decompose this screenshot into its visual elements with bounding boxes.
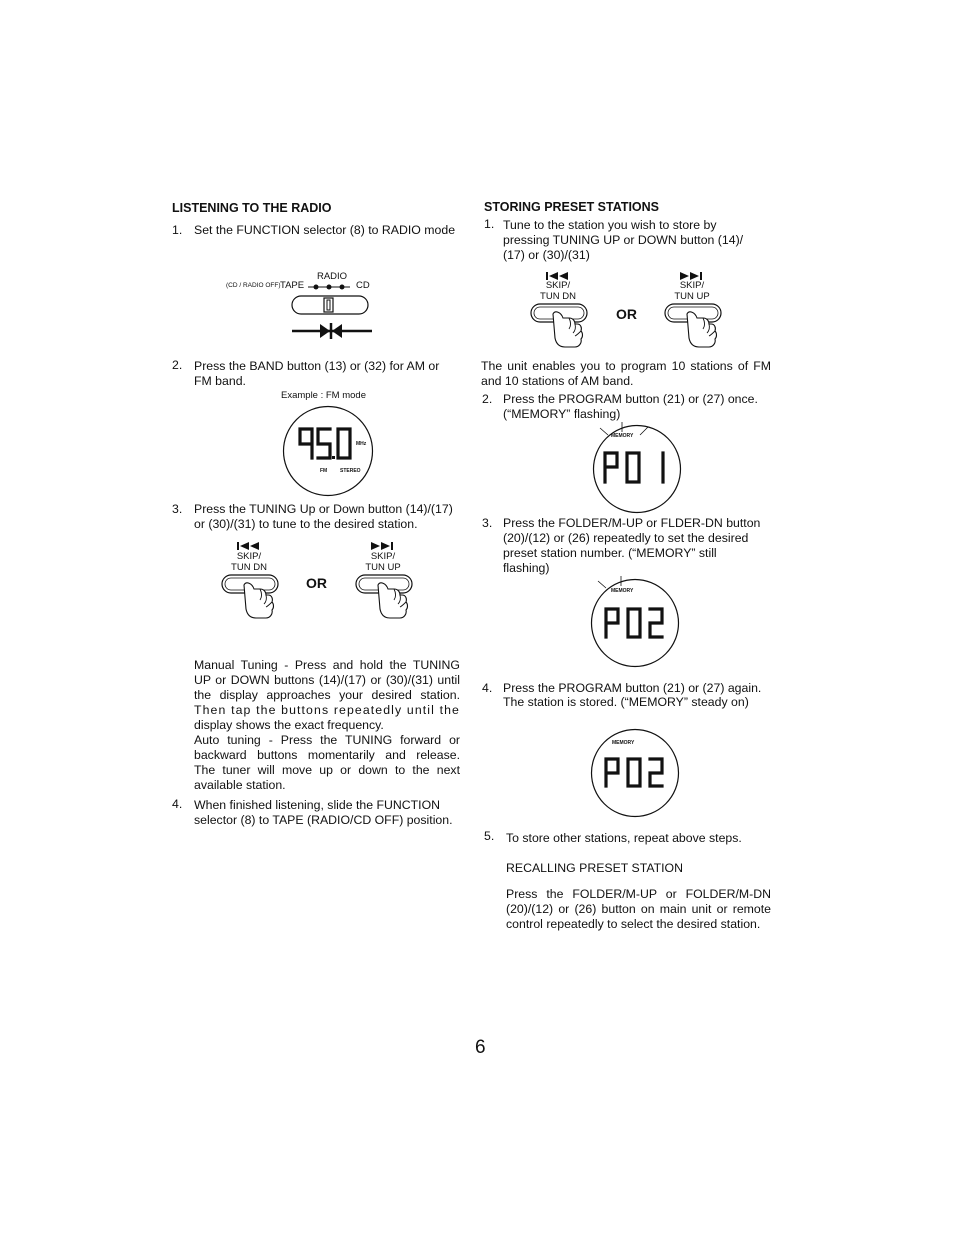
step-text-line: When finished listening, slide the FUNCTION — [194, 798, 441, 812]
lcd-stereo: STEREO — [340, 468, 361, 474]
lcd-circle-icon — [592, 422, 682, 514]
button-label: TUN UP — [365, 562, 401, 573]
step-text-line: Press the PROGRAM button (21) or (27) once. — [503, 392, 758, 406]
step-number: 1. — [172, 223, 183, 237]
lcd-memory-label: MEMORY — [611, 433, 634, 439]
manual-tuning-paragraph — [194, 658, 460, 793]
paragraph-line: The tuner will move up or down to the next — [194, 763, 460, 777]
or-label: OR — [306, 575, 327, 591]
skip-tun-dn-button-diagram — [220, 540, 280, 622]
lcd-fm-display — [282, 405, 374, 497]
selector-note: (CD / RADIO OFF) — [226, 282, 281, 289]
step-number: 4. — [172, 797, 183, 811]
paragraph-line: the display approaches your desired station. — [194, 688, 460, 702]
selector-tape-label: TAPE — [280, 280, 305, 291]
paragraph-line: control repeatedly to select the desired station. — [506, 917, 761, 931]
step-text-line: Press the FOLDER/M-UP or FLDER-DN button — [503, 516, 761, 530]
step-number: 3. — [172, 502, 183, 516]
step-text: Set the FUNCTION selector (8) to RADIO mode — [194, 223, 456, 237]
lcd-unit: MHz — [356, 441, 367, 447]
step-text-line: The station is stored. (“MEMORY” steady on) — [503, 695, 749, 709]
lcd-preset-display — [590, 728, 680, 818]
lcd-preset-display — [590, 576, 680, 668]
selector-switch-icon — [222, 268, 382, 348]
selector-cd-label: CD — [356, 280, 370, 291]
step-text-line: Tune to the station you wish to store by — [503, 218, 717, 232]
step-text-line: (20)/(12) or (26) repeatedly to set the desired — [503, 531, 749, 545]
lcd-memory-label: MEMORY — [612, 740, 635, 746]
paragraph-line: UP or DOWN buttons (14)/(17) or (30)/(31) until — [194, 673, 460, 687]
step-text-line: or (30)/(31) to tune to the desired station. — [194, 517, 418, 531]
step-text-line: Press the TUNING Up or Down button (14)/(17) — [194, 502, 453, 516]
paragraph-line: available station. — [194, 778, 286, 792]
step-text-line: (“MEMORY” flashing) — [503, 407, 621, 421]
paragraph-line: Then tap the buttons repeatedly until the — [194, 703, 460, 717]
example-caption: Example : FM mode — [281, 390, 366, 401]
button-label: SKIP/ — [679, 280, 705, 291]
recall-heading: RECALLING PRESET STATION — [506, 861, 683, 875]
hand-press-icon — [529, 302, 589, 352]
button-label: SKIP/ — [545, 280, 571, 291]
step-number: 2. — [172, 358, 183, 372]
intro-paragraph — [481, 359, 771, 389]
button-label: SKIP/ — [370, 551, 396, 562]
paragraph-line: Auto tuning - Press the TUNING forward or — [194, 733, 460, 747]
step-number: 4. — [482, 681, 493, 695]
page-number: 6 — [475, 1037, 486, 1058]
skip-tun-up-button-diagram — [354, 540, 414, 622]
step-text-line: selector (8) to TAPE (RADIO/CD OFF) position. — [194, 813, 453, 827]
hand-press-icon — [663, 302, 723, 352]
function-selector-diagram — [222, 268, 382, 348]
step-text-line: preset station number. (“MEMORY” still — [503, 546, 717, 560]
paragraph-line: Press the FOLDER/M-UP or FOLDER/M-DN — [506, 887, 771, 901]
lcd-circle-icon — [590, 728, 680, 818]
button-label: TUN UP — [674, 291, 710, 302]
skip-tun-up-button-diagram — [663, 270, 723, 352]
lcd-preset-display — [592, 422, 682, 514]
step-text-line: pressing TUNING UP or DOWN button (14)/ — [503, 233, 744, 247]
or-label: OR — [616, 306, 637, 322]
hand-press-icon — [354, 573, 414, 623]
skip-tun-dn-button-diagram — [529, 270, 589, 352]
paragraph-line: and 10 stations of AM band. — [481, 374, 634, 388]
selector-radio-label: RADIO — [316, 271, 348, 282]
step-text-line: Press the BAND button (13) or (32) for AM or — [194, 359, 440, 373]
lcd-memory-label: MEMORY — [611, 588, 634, 594]
button-label: TUN DN — [540, 291, 576, 302]
hand-press-icon — [220, 573, 280, 623]
recall-paragraph — [506, 887, 771, 932]
button-label: TUN DN — [231, 562, 267, 573]
lcd-circle-icon — [282, 405, 374, 497]
step-text-line: Press the PROGRAM button (21) or (27) again. — [503, 681, 762, 695]
paragraph-line: The unit enables you to program 10 stations of FM — [481, 359, 771, 373]
step-text-line: FM band. — [194, 374, 246, 388]
heading-storing: STORING PRESET STATIONS — [484, 200, 660, 214]
step-number: 2. — [482, 392, 493, 406]
lcd-band: FM — [320, 468, 328, 474]
step-text-line: (17) or (30)/(31) — [503, 248, 590, 262]
step-number: 3. — [482, 516, 493, 530]
paragraph-line: display shows the exact frequency. — [194, 718, 384, 732]
heading-listening: LISTENING TO THE RADIO — [172, 201, 332, 215]
paragraph-line: backward buttons momentarily and release. — [194, 748, 460, 762]
lcd-circle-icon — [590, 576, 680, 668]
step-text: To store other stations, repeat above steps. — [506, 831, 742, 845]
button-label: SKIP/ — [236, 551, 262, 562]
paragraph-line: (20)/(12) or (26) button on main unit or remote — [506, 902, 771, 916]
step-text-line: flashing) — [503, 561, 550, 575]
step-number: 1. — [484, 217, 495, 231]
paragraph-line: Manual Tuning - Press and hold the TUNING — [194, 658, 460, 672]
step-number: 5. — [484, 829, 495, 843]
